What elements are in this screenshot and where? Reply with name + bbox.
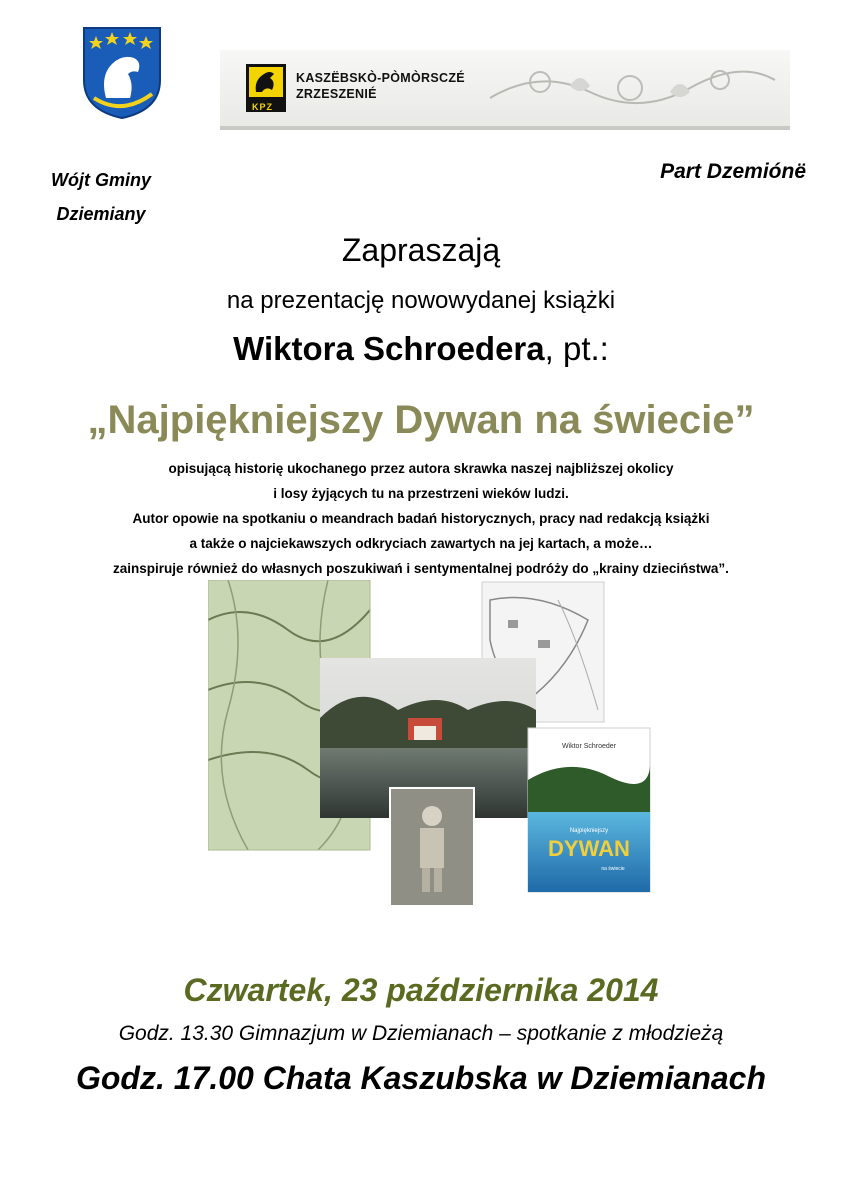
cover-big-title: DYWAN (548, 836, 630, 861)
kpz-banner (220, 50, 790, 130)
author-line (0, 330, 842, 368)
cover-author: Wiktor Schroeder (561, 743, 617, 750)
description (0, 456, 842, 581)
organizer-right: Part Dzemiónë (660, 160, 806, 183)
kpz-name (296, 70, 465, 102)
organizer-left-line1: Wójt Gminy (51, 170, 151, 190)
kpz-badge: KPZ (252, 102, 273, 112)
coat-of-arms-icon (82, 26, 162, 120)
kpz-name-line1: KASZËBSKÒ-PÒMÒRSCZÉ (296, 71, 465, 85)
organizer-left (36, 163, 166, 231)
cover-tail-title: na świecie (601, 866, 625, 872)
floral-ornament-icon (480, 58, 780, 118)
invite-heading: Zapraszają (341, 232, 501, 268)
event-time-school: Godz. 13.30 Gimnazjum w Dziemianach – spotkanie z młodzieżą (118, 1022, 724, 1045)
book-title: „Najpiękniejszy Dywan na świecie” (87, 398, 755, 442)
kpz-name-line2: ZRZESZENIÉ (296, 87, 377, 101)
photo-collage (208, 580, 658, 910)
event-time-main: Godz. 17.00 Chata Kaszubska w Dziemianach (75, 1060, 766, 1096)
author-name: Wiktora Schroedera (233, 330, 545, 367)
event-date: Czwartek, 23 października 2014 (183, 972, 659, 1008)
description-line: a także o najciekawszych odkryciach zawartych na jej kartach, a może… (189, 536, 653, 551)
description-line: opisującą historię ukochanego przez autora skrawka naszej najbliższej okolicy (168, 461, 674, 476)
description-line: Autor opowie na spotkaniu o meandrach badań historycznych, pracy nad redakcją książki (132, 511, 710, 526)
cover-small-title: Najpiękniejszy (569, 828, 609, 834)
description-line: zainspiruje również do własnych poszukiwań i sentymentalnej podróży do „krainy dzieciństwa”. (113, 561, 729, 576)
invite-subtitle: na prezentację nowowydanej książki (226, 287, 616, 314)
author-suffix: , pt.: (544, 330, 609, 367)
description-line: i losy żyjących tu na przestrzeni wieków ludzi. (273, 486, 569, 501)
organizer-left-line2: Dziemiany (56, 204, 146, 224)
book-cover-image (528, 728, 650, 892)
child-photo (390, 788, 474, 906)
